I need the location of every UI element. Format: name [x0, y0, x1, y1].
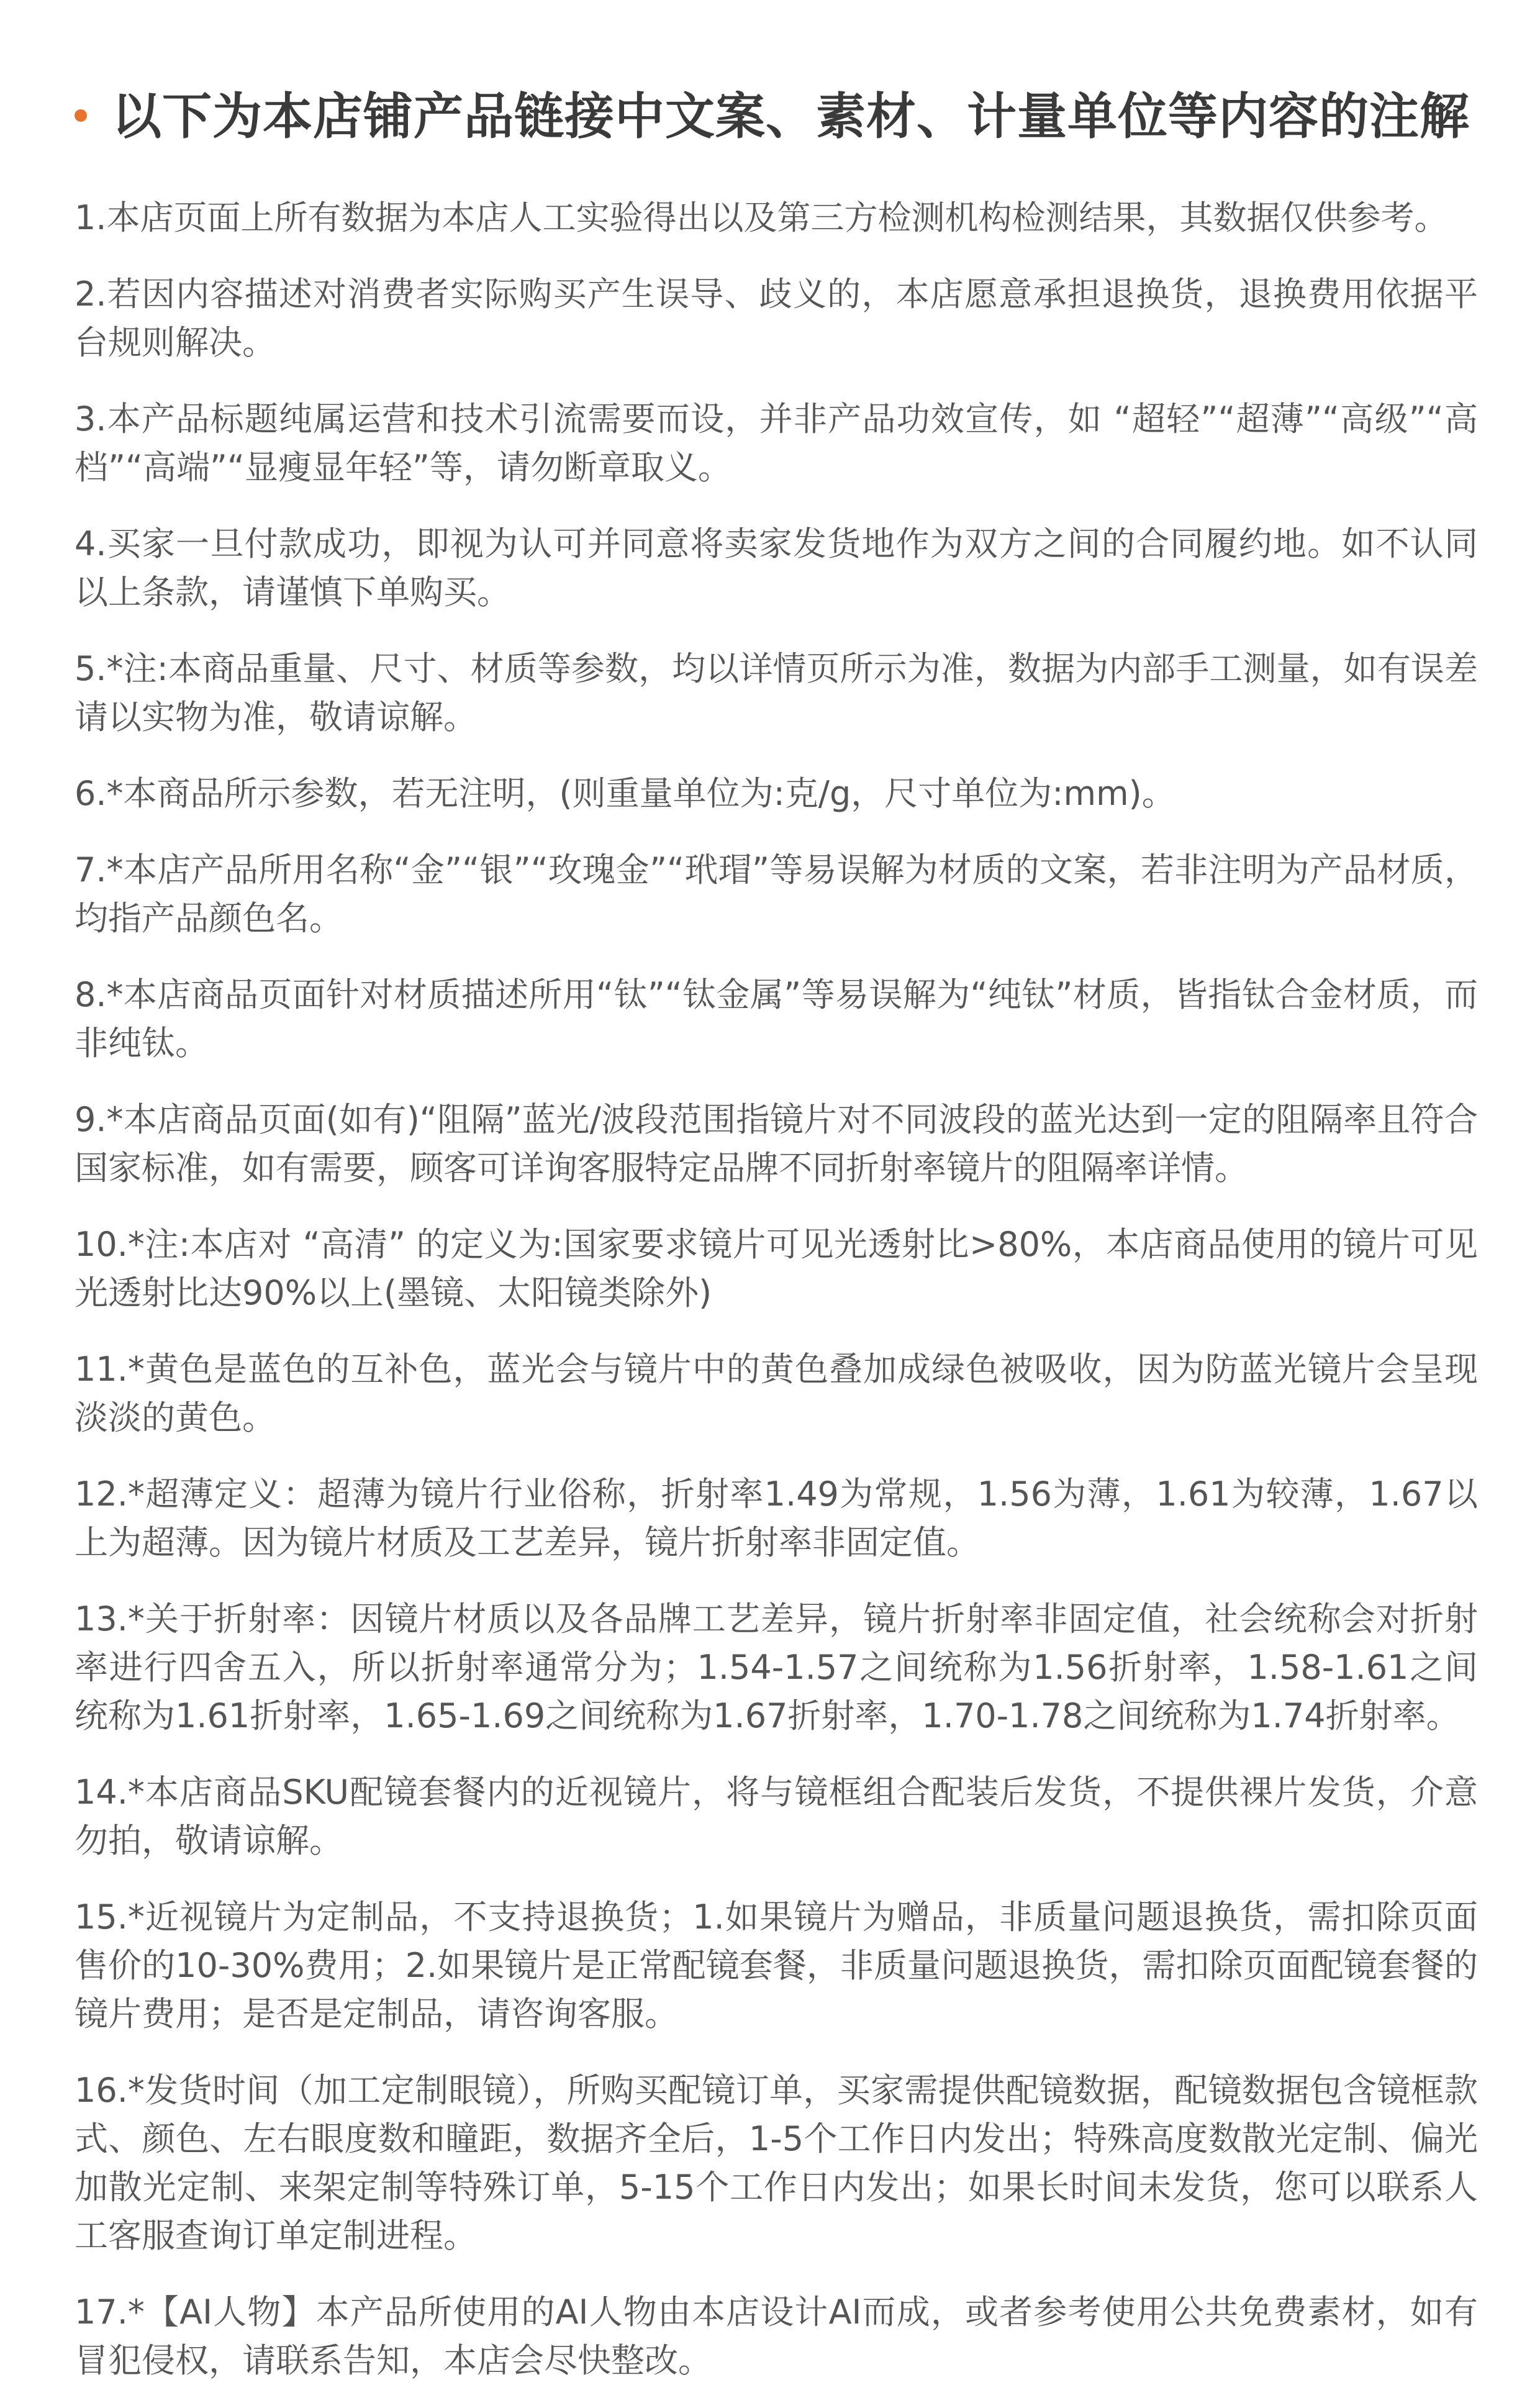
- note-item-15: 15.*近视镜片为定制品，不支持退换货；1.如果镜片为赠品，非质量问题退换货，需扣除页面售价的10-30%费用；2.如果镜片是正常配镜套餐，非质量问题退换货，需扣除页面配镜套餐的镜片费用；是否是定制品，请咨询客服。: [75, 1897, 1478, 2033]
- section-heading: [75, 62, 1478, 161]
- note-item-5: 5.*注:本商品重量、尺寸、材质等参数，均以详情页所示为准，数据为内部手工测量，如有误差请以实物为准，敬请谅解。: [75, 649, 1478, 737]
- note-item-9: 9.*本店商品页面(如有)“阻隔”蓝光/波段范围指镜片对不同波段的蓝光达到一定的阻隔率且符合国家标准，如有需要，顾客可详询客服特定品牌不同折射率镜片的阻隔率详情。: [75, 1100, 1478, 1188]
- note-item-7: 7.*本店产品所用名称“金”“银”“玫瑰金”“玳瑁”等易误解为材质的文案，若非注明为产品材质，均指产品颜色名。: [75, 850, 1478, 938]
- note-item-1: 1.本店页面上所有数据为本店人工实验得出以及第三方检测机构检测结果，其数据仅供参考。: [75, 198, 1448, 237]
- notes-list: [75, 194, 1478, 2385]
- note-item-16: 16.*发货时间（加工定制眼镜），所购买配镜订单，买家需提供配镜数据，配镜数据包含镜框款式、颜色、左右眼度数和瞳距，数据齐全后，1-5个工作日内发出；特殊高度数散光定制、偏光加散光定制、来架定制等特殊订单，5-15个工作日内发出；如果长时间未发货，您可以联系人工客服查询订单定制进程。: [75, 2071, 1478, 2255]
- note-item-2: 2.若因内容描述对消费者实际购买产生误导、歧义的，本店愿意承担退换货，退换费用依据平台规则解决。: [75, 275, 1478, 362]
- note-item-10: 10.*注:本店对 “高清” 的定义为:国家要求镜片可见光透射比>80%，本店商品使用的镜片可见光透射比达90%以上(墨镜、太阳镜类除外): [75, 1225, 1478, 1312]
- note-item-3: 3.本产品标题纯属运营和技术引流需要而设，并非产品功效宣传，如 “超轻”“超薄”“高级”“高档”“高端”“显瘦显年轻”等，请勿断章取义。: [75, 399, 1478, 487]
- note-item-13: 13.*关于折射率：因镜片材质以及各品牌工艺差异，镜片折射率非固定值，社会统称会对折射率进行四舍五入，所以折射率通常分为；1.54-1.57之间统称为1.56折射率，1.58-1.61之间统称为1.61折射率，1.65-1.69之间统称为1.67折射率，1.70-1.78之间统称为1.74折射率。: [75, 1599, 1478, 1735]
- note-item-11: 11.*黄色是蓝色的互补色，蓝光会与镜片中的黄色叠加成绿色被吸收，因为防蓝光镜片会呈现淡淡的黄色。: [75, 1350, 1478, 1437]
- bullet-dot-icon: [75, 109, 87, 122]
- note-item-14: 14.*本店商品SKU配镜套餐内的近视镜片，将与镜框组合配装后发货，不提供裸片发货，介意勿拍，敬请谅解。: [75, 1773, 1478, 1860]
- note-item-4: 4.买家一旦付款成功，即视为认可并同意将卖家发货地作为双方之间的合同履约地。如不认同以上条款，请谨慎下单购买。: [75, 524, 1478, 612]
- note-item-6: 6.*本商品所示参数，若无注明，(则重量单位为:克/g，尺寸单位为:mm)。: [75, 774, 1175, 813]
- note-item-8: 8.*本店商品页面针对材质描述所用“钛”“钛金属”等易误解为“纯钛”材质，皆指钛合金材质，而非纯钛。: [75, 975, 1478, 1063]
- heading-title: 以下为本店铺产品链接中文案、素材、计量单位等内容的注解: [112, 87, 1470, 145]
- note-item-17: 17.*【AI人物】本产品所使用的AI人物由本店设计AI而成，或者参考使用公共免费素材，如有冒犯侵权，请联系告知，本店会尽快整改。: [75, 2292, 1478, 2380]
- note-item-12: 12.*超薄定义：超薄为镜片行业俗称，折射率1.49为常规，1.56为薄，1.61为较薄，1.67以上为超薄。因为镜片材质及工艺差异，镜片折射率非固定值。: [75, 1474, 1478, 1562]
